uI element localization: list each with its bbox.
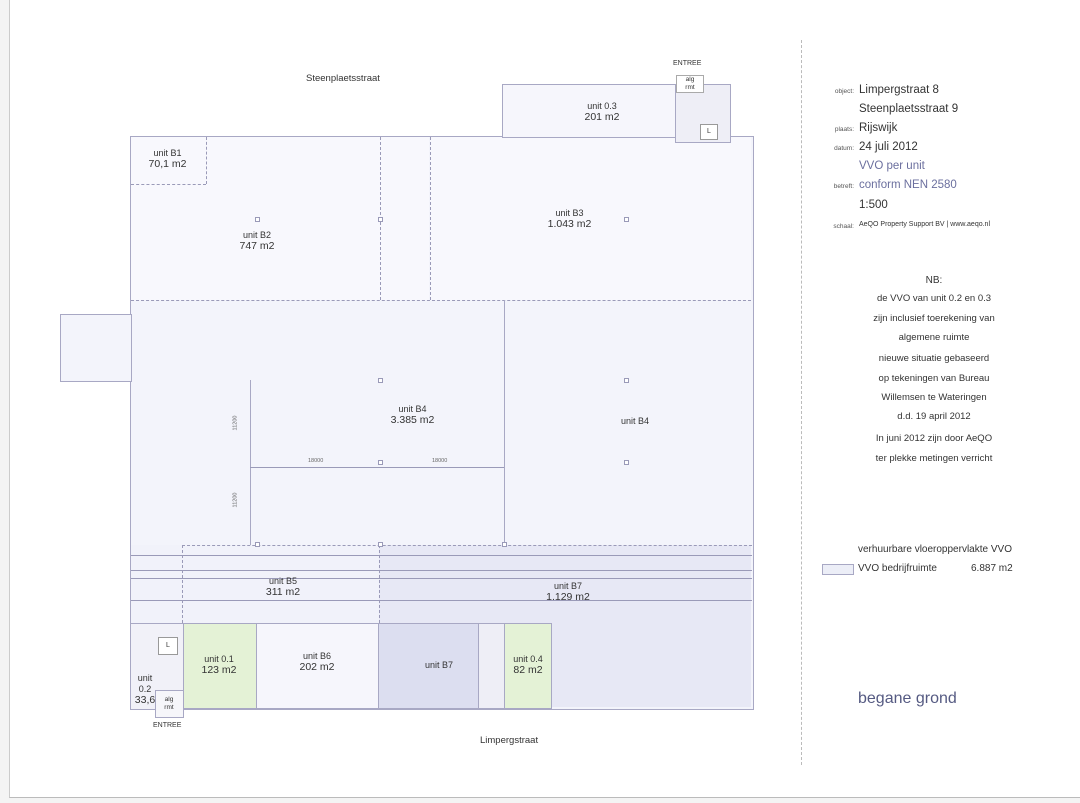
object-line1: Limpergstraat 8 <box>859 84 939 96</box>
unit-name: unit B6 <box>302 651 332 661</box>
nb-line: algemene ruimte <box>898 332 970 343</box>
unit-area: 1.129 m2 <box>546 591 590 603</box>
column <box>624 217 629 222</box>
partition <box>182 545 183 623</box>
schaal-value: AeQO Property Support BV | www.aeqo.nl <box>859 221 990 228</box>
key-datum: datum: <box>834 145 854 152</box>
street-bottom: Limpergstraat <box>480 735 539 746</box>
key-plaats: plaats: <box>834 126 854 133</box>
betreft-line1: VVO per unit <box>859 160 925 172</box>
floor-title: begane grond <box>858 690 957 707</box>
label-unit-b4 <box>375 404 450 426</box>
unit-area: 70,1 m2 <box>148 158 187 170</box>
entrance-top: ENTREE <box>673 60 702 67</box>
column <box>624 460 629 465</box>
nb-line: zijn inclusief toerekening van <box>873 313 995 324</box>
label-unit-b5 <box>248 576 318 598</box>
unit-area: 201 m2 <box>584 111 620 123</box>
nb-line: Willemsen te Wateringen <box>881 392 987 403</box>
key-object: object: <box>834 88 854 95</box>
legend-swatch <box>822 564 854 575</box>
dimension-h2: 18000 <box>432 458 448 464</box>
unit-name: unit B7 <box>553 581 583 591</box>
label-unit-b1 <box>140 148 195 170</box>
alg-rmt-bottom: alg rmt <box>164 696 174 711</box>
partition <box>379 545 380 623</box>
key-schaal: schaal: <box>833 223 854 230</box>
unit-name: unit B3 <box>555 208 584 218</box>
dimension-line <box>250 467 504 468</box>
label-unit-b6 <box>282 651 352 673</box>
unit-area: 82 m2 <box>513 664 543 676</box>
unit-area: 747 m2 <box>239 240 275 252</box>
dimension-v2: 11200 <box>232 492 239 508</box>
legend-title: verhuurbare vloeroppervlakte VVO <box>858 544 1012 555</box>
label-unit-03 <box>567 101 637 123</box>
nb-line: de VVO van unit 0.2 en 0.3 <box>876 293 992 304</box>
column <box>378 378 383 383</box>
scale-value: 1:500 <box>859 199 888 211</box>
column <box>255 542 260 547</box>
partition <box>206 137 207 184</box>
street-top: Steenplaetsstraat <box>306 73 380 84</box>
partition <box>131 300 751 301</box>
unit-name: unit B1 <box>153 148 182 158</box>
band-line <box>131 578 752 579</box>
betreft-line2: conform NEN 2580 <box>859 179 957 191</box>
unit-name: unit B2 <box>242 230 272 240</box>
unit-area: 3.385 m2 <box>390 414 435 426</box>
label-unit-b2 <box>222 230 292 252</box>
label-unit-b7-room <box>404 660 474 671</box>
legend-value: 6.887 m2 <box>971 563 1013 574</box>
unit-area: 123 m2 <box>201 664 237 676</box>
alg-rmt-top: alg rmt <box>676 75 704 93</box>
unit-name: unit B4 <box>620 416 650 426</box>
unit-name: unit B7 <box>424 660 454 670</box>
partition <box>131 184 206 185</box>
label-unit-02 <box>131 662 159 717</box>
wall <box>504 300 505 545</box>
unit-name: unit 0.2 <box>137 673 153 694</box>
label-unit-01 <box>188 654 250 676</box>
stair-core <box>478 623 506 709</box>
legend-item: VVO bedrijfruimte <box>858 563 937 574</box>
dimension-v1: 11200 <box>232 415 239 431</box>
nb-line: d.d. 19 april 2012 <box>897 411 971 422</box>
left-annex <box>60 314 132 382</box>
nb-title: NB: <box>925 275 943 286</box>
label-unit-b4-east <box>605 416 665 427</box>
partition <box>182 545 752 546</box>
column <box>378 542 383 547</box>
unit-area: 202 m2 <box>299 661 335 673</box>
unit-area: 33,6 <box>134 694 156 706</box>
nb-line: nieuwe situatie gebaseerd <box>878 353 990 364</box>
label-unit-b7 <box>528 581 608 603</box>
unit-name: unit 0.3 <box>587 101 617 111</box>
unit-name: unit 0.1 <box>204 654 234 664</box>
plaats-value: Rijswijk <box>859 122 898 134</box>
band-line <box>131 600 752 601</box>
column <box>378 460 383 465</box>
unit-name: unit B5 <box>268 576 298 586</box>
lift-box-top: L <box>700 124 718 140</box>
unit-area: 1.043 m2 <box>547 218 592 230</box>
unit-name: unit B4 <box>398 404 427 414</box>
nb-line: op tekeningen van Bureau <box>878 373 990 384</box>
column <box>624 378 629 383</box>
datum-value: 24 juli 2012 <box>859 141 918 153</box>
key-betreft: betreft: <box>833 183 854 190</box>
nb-line: In juni 2012 zijn door AeQO <box>875 433 993 444</box>
nb-line: ter plekke metingen verricht <box>875 453 993 464</box>
column <box>502 542 507 547</box>
unit-area: 311 m2 <box>265 586 301 598</box>
band-line <box>131 555 752 556</box>
column <box>255 217 260 222</box>
label-unit-04 <box>504 654 552 676</box>
title-block <box>798 82 1068 242</box>
lift-box-bottom: L <box>158 637 178 655</box>
object-line2: Steenplaetsstraat 9 <box>859 103 959 115</box>
band-line <box>131 570 752 571</box>
unit-name: unit 0.4 <box>513 654 543 664</box>
label-unit-b3 <box>532 208 607 230</box>
dimension-h1: 18000 <box>308 458 324 464</box>
partition <box>430 137 431 300</box>
column <box>378 217 383 222</box>
wall <box>250 380 251 545</box>
entrance-bottom: ENTREE <box>153 722 182 729</box>
